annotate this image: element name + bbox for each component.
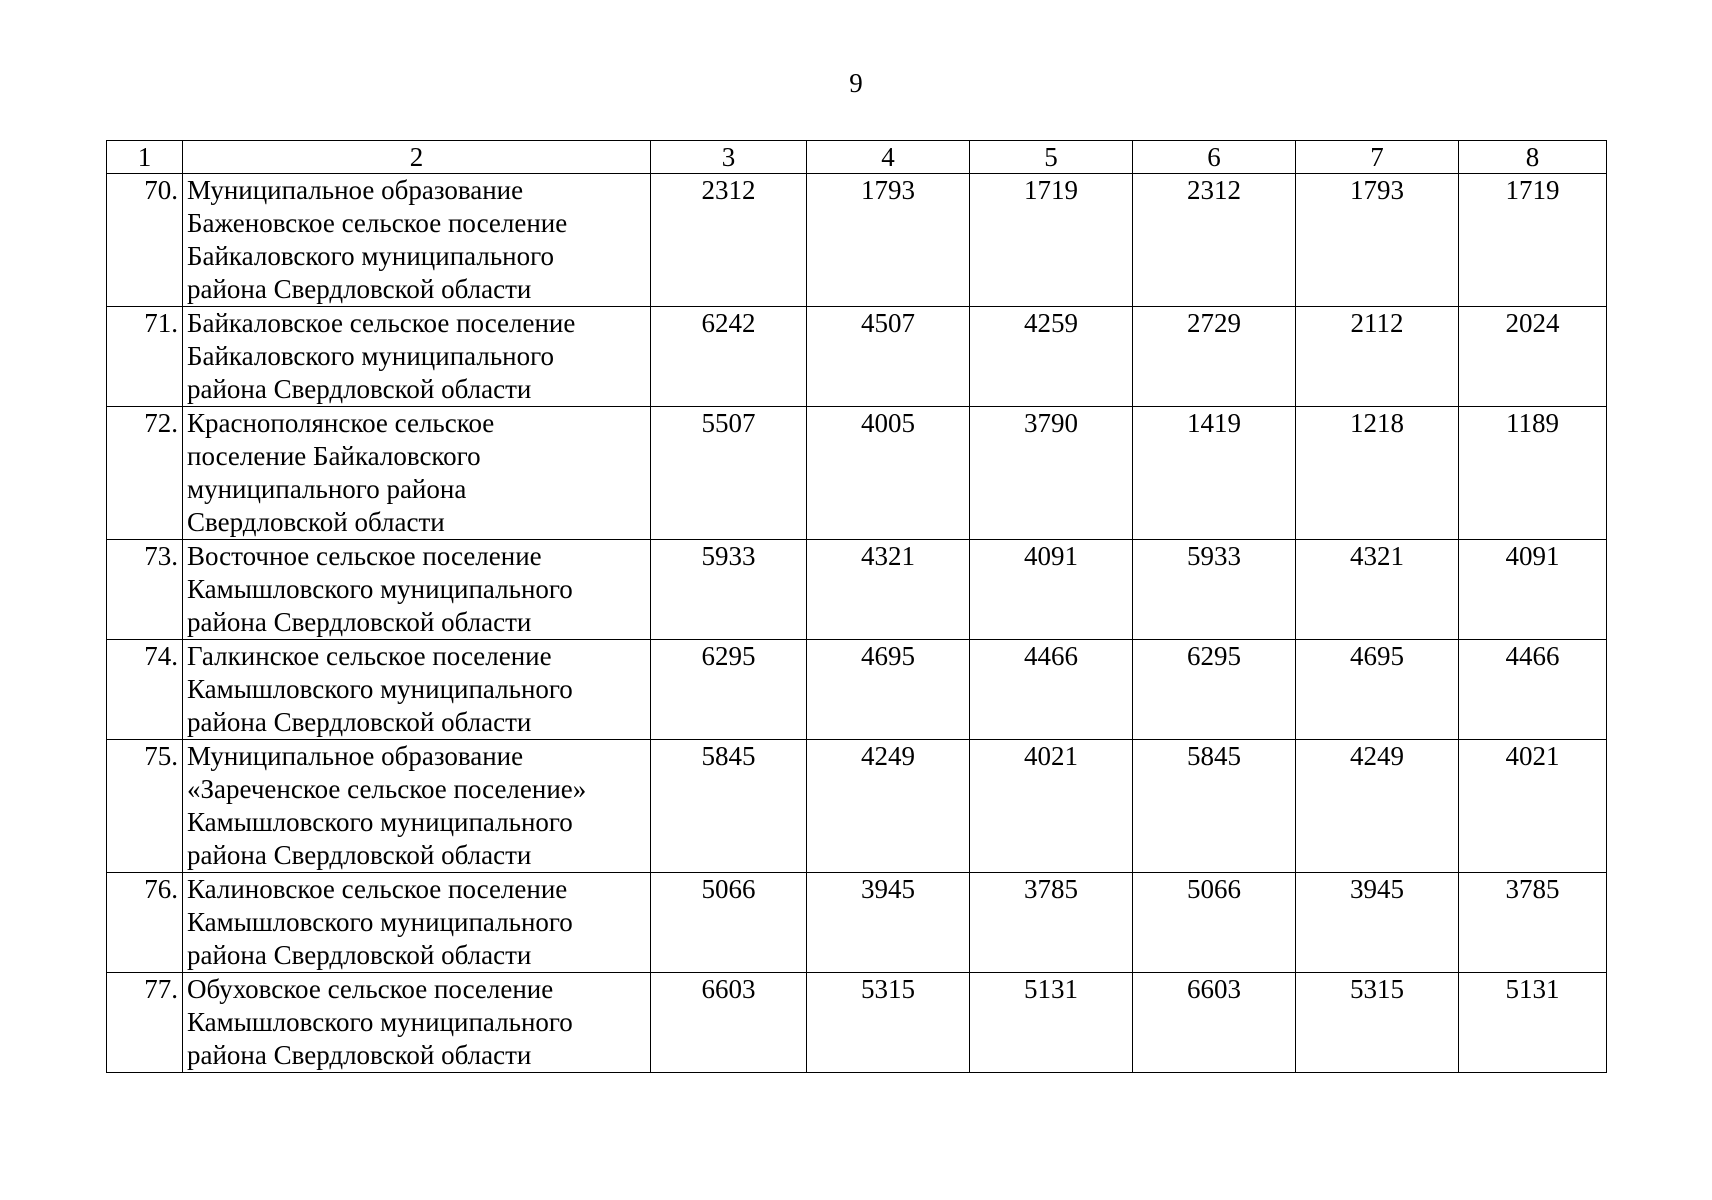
value-col-5: 4091 xyxy=(970,540,1133,640)
row-number: 70. xyxy=(107,174,183,307)
name-line: Камышловского муниципального xyxy=(187,807,573,837)
name-line: Галкинское сельское поселение xyxy=(187,641,552,671)
value-col-8: 1189 xyxy=(1459,407,1607,540)
value-col-6: 5845 xyxy=(1133,740,1296,873)
value-col-5: 3785 xyxy=(970,873,1133,973)
value-col-7: 1218 xyxy=(1296,407,1459,540)
value-col-5: 5131 xyxy=(970,973,1133,1073)
value-col-8: 4466 xyxy=(1459,640,1607,740)
row-number: 76. xyxy=(107,873,183,973)
row-number: 72. xyxy=(107,407,183,540)
column-header-6: 6 xyxy=(1133,141,1296,174)
name-line: Байкаловского муниципального xyxy=(187,241,555,271)
value-col-3: 5066 xyxy=(651,873,807,973)
value-col-3: 5933 xyxy=(651,540,807,640)
column-header-4: 4 xyxy=(807,141,970,174)
table-row xyxy=(107,640,1607,740)
table-row xyxy=(107,973,1607,1073)
municipality-name xyxy=(183,407,651,540)
value-col-5: 3790 xyxy=(970,407,1133,540)
value-col-3: 6603 xyxy=(651,973,807,1073)
value-col-7: 2112 xyxy=(1296,307,1459,407)
column-header-3: 3 xyxy=(651,141,807,174)
name-line: района Свердловской области xyxy=(187,840,532,870)
header-row xyxy=(107,141,1607,174)
value-col-7: 4695 xyxy=(1296,640,1459,740)
name-line: «Зареченское сельское поселение» xyxy=(187,774,587,804)
column-header-8: 8 xyxy=(1459,141,1607,174)
table-header xyxy=(107,141,1607,174)
name-line: Обуховское сельское поселение xyxy=(187,974,554,1004)
value-col-8: 4021 xyxy=(1459,740,1607,873)
value-col-3: 6242 xyxy=(651,307,807,407)
value-col-3: 6295 xyxy=(651,640,807,740)
value-col-4: 3945 xyxy=(807,873,970,973)
page-number: 9 xyxy=(849,68,863,98)
value-col-4: 4321 xyxy=(807,540,970,640)
row-number: 74. xyxy=(107,640,183,740)
municipality-name xyxy=(183,640,651,740)
name-line: Камышловского муниципального xyxy=(187,674,573,704)
value-col-6: 1419 xyxy=(1133,407,1296,540)
name-line: Муниципальное образование xyxy=(187,741,524,771)
value-col-8: 1719 xyxy=(1459,174,1607,307)
table-row xyxy=(107,540,1607,640)
name-line: Краснополянское сельское xyxy=(187,408,495,438)
value-col-7: 5315 xyxy=(1296,973,1459,1073)
municipality-name xyxy=(183,174,651,307)
value-col-8: 5131 xyxy=(1459,973,1607,1073)
name-line: Восточное сельское поселение xyxy=(187,541,542,571)
row-number: 71. xyxy=(107,307,183,407)
table-row xyxy=(107,740,1607,873)
name-line: поселение Байкаловского xyxy=(187,441,481,471)
value-col-7: 3945 xyxy=(1296,873,1459,973)
name-line: района Свердловской области xyxy=(187,274,532,304)
value-col-3: 5845 xyxy=(651,740,807,873)
column-header-2: 2 xyxy=(183,141,651,174)
value-col-6: 5066 xyxy=(1133,873,1296,973)
row-number: 77. xyxy=(107,973,183,1073)
value-col-4: 4005 xyxy=(807,407,970,540)
value-col-7: 4321 xyxy=(1296,540,1459,640)
table-row xyxy=(107,873,1607,973)
name-line: Баженовское сельское поселение xyxy=(187,208,568,238)
value-col-5: 4021 xyxy=(970,740,1133,873)
municipality-name xyxy=(183,540,651,640)
name-line: района Свердловской области xyxy=(187,374,532,404)
row-number: 75. xyxy=(107,740,183,873)
data-table xyxy=(106,140,1607,1073)
table-body xyxy=(107,174,1607,1073)
table-row xyxy=(107,407,1607,540)
value-col-8: 3785 xyxy=(1459,873,1607,973)
name-line: Калиновское сельское поселение xyxy=(187,874,568,904)
name-line: района Свердловской области xyxy=(187,1040,532,1070)
name-line: Байкаловское сельское поселение xyxy=(187,308,576,338)
name-line: района Свердловской области xyxy=(187,607,532,637)
municipality-name xyxy=(183,740,651,873)
table-row xyxy=(107,307,1607,407)
value-col-7: 4249 xyxy=(1296,740,1459,873)
value-col-6: 6603 xyxy=(1133,973,1296,1073)
name-line: Байкаловского муниципального xyxy=(187,341,555,371)
row-number: 73. xyxy=(107,540,183,640)
name-line: района Свердловской области xyxy=(187,707,532,737)
table-row xyxy=(107,174,1607,307)
municipality-name xyxy=(183,307,651,407)
value-col-5: 1719 xyxy=(970,174,1133,307)
value-col-4: 4507 xyxy=(807,307,970,407)
value-col-7: 1793 xyxy=(1296,174,1459,307)
column-header-1: 1 xyxy=(107,141,183,174)
name-line: Свердловской области xyxy=(187,507,445,537)
value-col-6: 2729 xyxy=(1133,307,1296,407)
value-col-5: 4259 xyxy=(970,307,1133,407)
value-col-8: 2024 xyxy=(1459,307,1607,407)
name-line: Камышловского муниципального xyxy=(187,907,573,937)
municipality-name xyxy=(183,873,651,973)
name-line: Муниципальное образование xyxy=(187,175,524,205)
column-header-5: 5 xyxy=(970,141,1133,174)
name-line: муниципального района xyxy=(187,474,467,504)
value-col-6: 2312 xyxy=(1133,174,1296,307)
column-header-7: 7 xyxy=(1296,141,1459,174)
value-col-3: 2312 xyxy=(651,174,807,307)
value-col-4: 4249 xyxy=(807,740,970,873)
value-col-5: 4466 xyxy=(970,640,1133,740)
value-col-4: 1793 xyxy=(807,174,970,307)
value-col-3: 5507 xyxy=(651,407,807,540)
municipality-name xyxy=(183,973,651,1073)
name-line: Камышловского муниципального xyxy=(187,1007,573,1037)
value-col-4: 4695 xyxy=(807,640,970,740)
value-col-6: 5933 xyxy=(1133,540,1296,640)
value-col-6: 6295 xyxy=(1133,640,1296,740)
value-col-8: 4091 xyxy=(1459,540,1607,640)
name-line: Камышловского муниципального xyxy=(187,574,573,604)
name-line: района Свердловской области xyxy=(187,940,532,970)
value-col-4: 5315 xyxy=(807,973,970,1073)
